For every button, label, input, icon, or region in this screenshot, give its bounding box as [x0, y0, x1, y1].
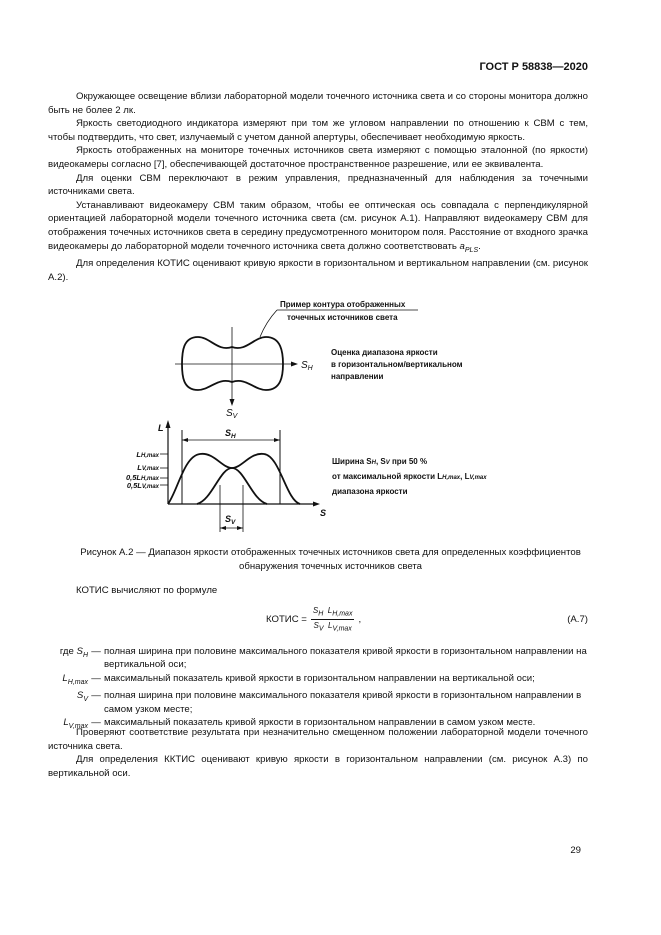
sv-label: $S_V$ [226, 408, 238, 420]
page-number: 29 [570, 845, 581, 856]
contour-shape [182, 337, 283, 390]
width-note: от максимальной яркости LH,max, LV,max [332, 472, 487, 481]
definition-item: $S_V$ — полная ширина при половине максимального показателя кривой яркости в горизонтальном направлении в самом узком месте; [76, 690, 582, 715]
closing-text [48, 726, 588, 780]
contour-label: Пример контура отображенных [280, 300, 406, 309]
range-note: в горизонтальном/вертикальном [331, 360, 463, 369]
formula-punct: , [358, 613, 362, 625]
document-header: ГОСТ Р 58838—2020 [479, 61, 588, 73]
arrow-icon [291, 362, 298, 367]
arrow-icon [230, 399, 235, 406]
width-note: Ширина SH, SV при 50 % [332, 457, 428, 466]
caption-line: Рисунок А.2 — Диапазон яркости отображенных точечных источников света для определенных коэффициентов [80, 547, 581, 558]
range-note: направлении [331, 372, 384, 381]
s-axis-label: S [320, 508, 327, 518]
equation-number: (А.7) [567, 614, 588, 625]
definitions [48, 645, 588, 733]
paragraph-text: Устанавливают видеокамеру СВМ таким образом, чтобы ее оптическая ось совпадала с перпендикулярной ориентацией лабораторной модели точечного источника света (см. рисунок А.1). Направляют видеокамеру СВМ для отображения точечных источников света в середину предусмотренного монитором поля. Расстояние от входного зрачка видеокамеры до лабораторной модели точечного источника света должно соответствовать [48, 199, 588, 252]
definition-item: $L_{V,max}$ — максимальный показатель кривой яркости в горизонтальном направлении в самом узком месте. [63, 716, 536, 730]
arrow-icon [166, 420, 171, 428]
contour-label: точечных источников света [287, 313, 398, 322]
definition-item: $L_{H,max}$ — максимальный показатель кривой яркости в горизонтальном направлении на вертикальной оси; [62, 672, 535, 686]
width-note: диапазона яркости [332, 487, 408, 496]
arrow-icon [237, 526, 243, 530]
paragraph: Проверяют соответствие результата при незначительно смещенном положении лабораторной модели точечного источника света. [48, 727, 588, 752]
arrow-icon [182, 438, 188, 442]
paragraph: Для определения КОТИС оценивают кривую яркости в горизонтальном и вертикальном направлении (см. рисунок А.2). [48, 258, 588, 283]
definition-item: где $S_H$ — полная ширина при половине максимального показателя кривой яркости в горизонтальном направлении на вертикальной оси; [59, 646, 587, 671]
fraction: $\frac{S_H L_{H,max}}{S_V L_{V,max}}$ [312, 606, 353, 633]
arrow-icon [220, 526, 226, 530]
l-axis-label: L [158, 423, 164, 433]
formula-intro: КОТИС вычисляют по формуле [76, 585, 218, 596]
sh-label: $S_H$ [301, 360, 313, 372]
symbol: a [459, 240, 465, 252]
arrow-icon [274, 438, 280, 442]
sh-dim-label: $S_H$ [225, 428, 236, 440]
range-note: Оценка диапазона яркости [331, 348, 438, 357]
formula-lhs: КОТИС = [266, 613, 307, 625]
arrow-icon [313, 502, 320, 507]
figure-caption [40, 546, 621, 573]
punct: . [478, 240, 481, 252]
paragraph: Для оценки СВМ переключают в режим управления, предназначенный для наблюдения за точечными источниками света. [48, 172, 588, 198]
tick-label: LV,max [137, 463, 159, 472]
leader-line [260, 310, 277, 337]
symbol-sub: PLS [464, 246, 479, 254]
paragraph: Яркость отображенных на мониторе точечных источников света измеряют с помощью эталонной (по яркости) видеокамеры согласно [7], обеспечивающей достаточное пространственное разрешение, или ее эквивалента. [48, 145, 588, 170]
tick-label: LH,max [136, 450, 159, 459]
paragraph: Для определения ККТИС оценивают кривую яркости в горизонтальном направлении (см. рисунок А.3) по вертикальной оси. [48, 754, 588, 779]
curve-vertical [197, 468, 267, 504]
sv-dim-label: $S_V$ [225, 514, 236, 526]
paragraph: Яркость светодиодного индикатора измеряют при том же угловом направлении по отношению к СВМ с тем, чтобы подтвердить, что свет, излучаемый с учетом данной апертуры, обеспечивает необходимую яркость. [48, 118, 588, 143]
tick-label: 0,5LV,max [126, 481, 159, 490]
paragraph: Окружающее освещение вблизи лабораторной модели точечного источника света и со стороны монитора должно быть не более 2 лк. [48, 91, 588, 116]
tick-label: 0,5LH,max [125, 473, 159, 482]
caption-line: обнаружения точечных источников света [239, 560, 422, 572]
formula [266, 606, 361, 632]
